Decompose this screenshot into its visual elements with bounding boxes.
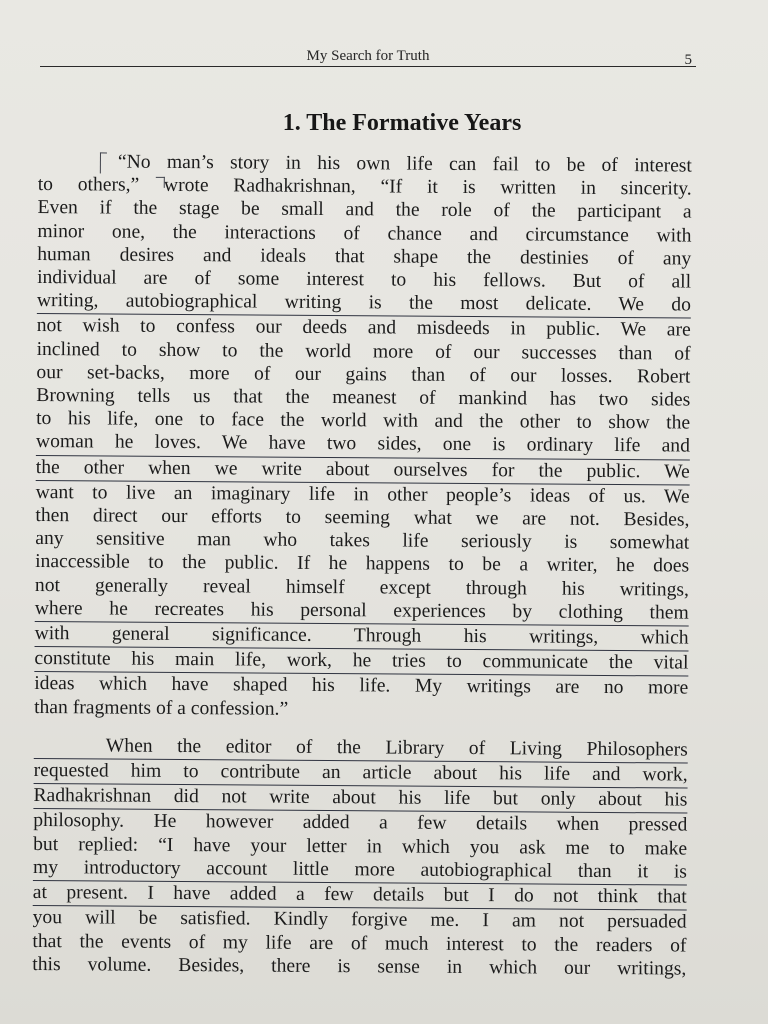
text-line-underlined: at present. I have added a few details but I do not think that: [33, 881, 687, 911]
text-line: Even if the stage be small and the role of the participant a: [37, 197, 692, 223]
text-line-underlined: woman he loves. We have two sides, one is ordinary life and: [36, 430, 690, 460]
text-line: inaccessible to the public. If he happens to be a writer, he does: [35, 551, 690, 578]
chapter-title: 1. The Formative Years: [282, 110, 522, 136]
body-text: [32, 150, 692, 980]
text-line: “No man’s story in his own life can fail to be of interest: [117, 151, 692, 177]
text-line: this volume. Besides, there is sense in which our writings,: [32, 953, 687, 980]
text-line: you will be satisfied. Kindly forgive me. I am not persuaded: [32, 907, 687, 933]
paragraph-1: [34, 150, 692, 723]
text-line: to others,” wrote Radhakrishnan, “If it is written in sincerity.: [37, 174, 692, 200]
text-line-underlined: writing, autobiographical writing is the most delicate. We do: [37, 289, 691, 319]
text-line: then direct our efforts to seeming what we are not. Besides,: [35, 505, 690, 531]
text-line: Browning tells us that the meanest of mankind has two sides: [36, 385, 691, 411]
running-header: [40, 46, 696, 67]
page-number: 5: [684, 52, 692, 68]
text-line: inclined to show to the world more of our successes than of: [36, 338, 691, 365]
text-line-underlined: with general significance. Through his writings, which: [35, 622, 689, 652]
text-line: not generally reveal himself except through his writings,: [34, 574, 690, 601]
text-line-underlined: Radhakrishnan did not write about his life but only about his: [33, 784, 687, 814]
text-line: that the events of my life are of much interest to the readers of: [32, 930, 687, 957]
pen-bracket-mark: [100, 152, 107, 173]
text-line: than fragments of a confession.”: [34, 696, 289, 720]
text-line: ideas which have shaped his life. My writings are no more: [34, 673, 689, 700]
paragraph-2: [32, 734, 688, 981]
text-line: minor one, the interactions of chance and circumstance with: [37, 220, 692, 247]
text-line-underlined: my introductory account little more autobiographical than it is: [33, 856, 687, 886]
text-line: our set-backs, more of our gains than of our losses. Robert: [36, 361, 691, 388]
text-line-underlined: When the editor of the Library of Living Philosophers: [34, 734, 688, 764]
pen-hook-mark: [156, 177, 165, 188]
text-line-underlined: constitute his main life, work, he tries to communicate the vital: [34, 647, 688, 677]
running-title: My Search for Truth: [306, 48, 430, 64]
text-line: individual are of some interest to his fellows. But of all: [37, 267, 692, 293]
text-line-underlined: where he recreates his personal experiences by clothing them: [35, 597, 689, 627]
text-line: philosophy. He however added a few details when pressed: [33, 810, 688, 837]
text-line: to his life, one to face the world with and the other to show the: [36, 408, 691, 434]
text-line: human desires and ideals that shape the destinies of any: [37, 243, 692, 270]
text-line: want to live an imaginary life in other people’s ideas of us. We: [35, 481, 690, 508]
text-line: any sensitive man who takes life seriously is somewhat: [35, 528, 690, 554]
text-line-underlined: requested him to contribute an article about his life and work,: [34, 759, 688, 789]
text-line: but replied: “I have your letter in which you ask me to make: [33, 833, 688, 860]
text-line: not wish to confess our deeds and misdeeds in public. We are: [36, 315, 691, 341]
text-line-underlined: the other when we write about ourselves for the public. We: [36, 456, 690, 486]
